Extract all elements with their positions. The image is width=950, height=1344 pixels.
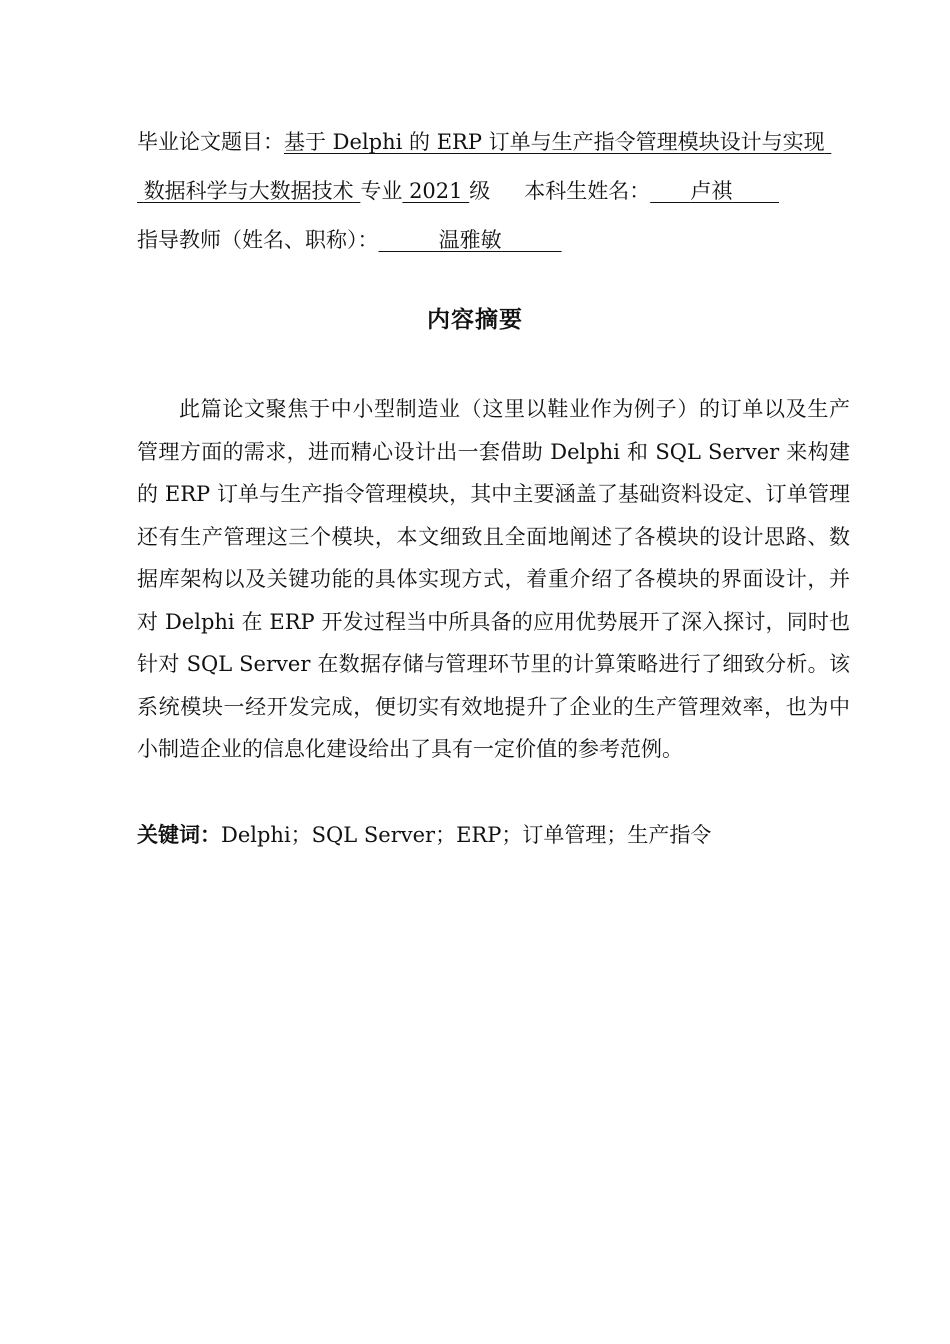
- thesis-title-label: 毕业论文题目：: [137, 130, 284, 154]
- thesis-title-line: [137, 128, 831, 156]
- advisor-value: 温雅敏: [438, 228, 502, 252]
- advisor-label: 指导教师（姓名、职称）：: [137, 228, 379, 252]
- major-grade-student-line: [137, 177, 779, 205]
- abstract-heading: 内容摘要: [427, 307, 523, 333]
- major-label: 专业: [360, 179, 403, 203]
- student-name-value: 卢祺: [690, 179, 733, 203]
- grade-value: 2021: [409, 179, 463, 203]
- major-value: 数据科学与大数据技术: [143, 179, 354, 203]
- keywords-label: 关键词：: [137, 823, 221, 847]
- student-name-label: 本科生姓名：: [524, 179, 651, 203]
- abstract-body: 此篇论文聚焦于中小型制造业（这里以鞋业作为例子）的订单以及生产管理方面的需求，进而精心设计出一套借助 Delphi 和 SQL Server 来构建的 ERP 订单与生产指令管理模块，其中主要涵盖了基础资料设定、订单管理还有生产管理这三个模块，本文细致且全面地阐述了各模块的设计思路、数据库架构以及关键功能的具体实现方式，着重介绍了各模块的界面设计，并对 Delphi 在 ERP 开发过程当中所具备的应用优势展开了深入探讨，同时也针对 SQL Server 在数据存储与管理环节里的计算策略进行了细致分析。该系统模块一经开发完成，便切实有效地提升了企业的生产管理效率，也为中小制造企业的信息化建设给出了具有一定价值的参考范例。: [137, 397, 850, 761]
- keywords-value: Delphi；SQL Server；ERP；订单管理；生产指令: [221, 823, 712, 847]
- keywords-line: [137, 820, 711, 850]
- thesis-title-value: 基于 Delphi 的 ERP 订单与生产指令管理模块设计与实现: [284, 130, 825, 154]
- advisor-line: [137, 226, 562, 254]
- grade-label: 级: [469, 179, 491, 203]
